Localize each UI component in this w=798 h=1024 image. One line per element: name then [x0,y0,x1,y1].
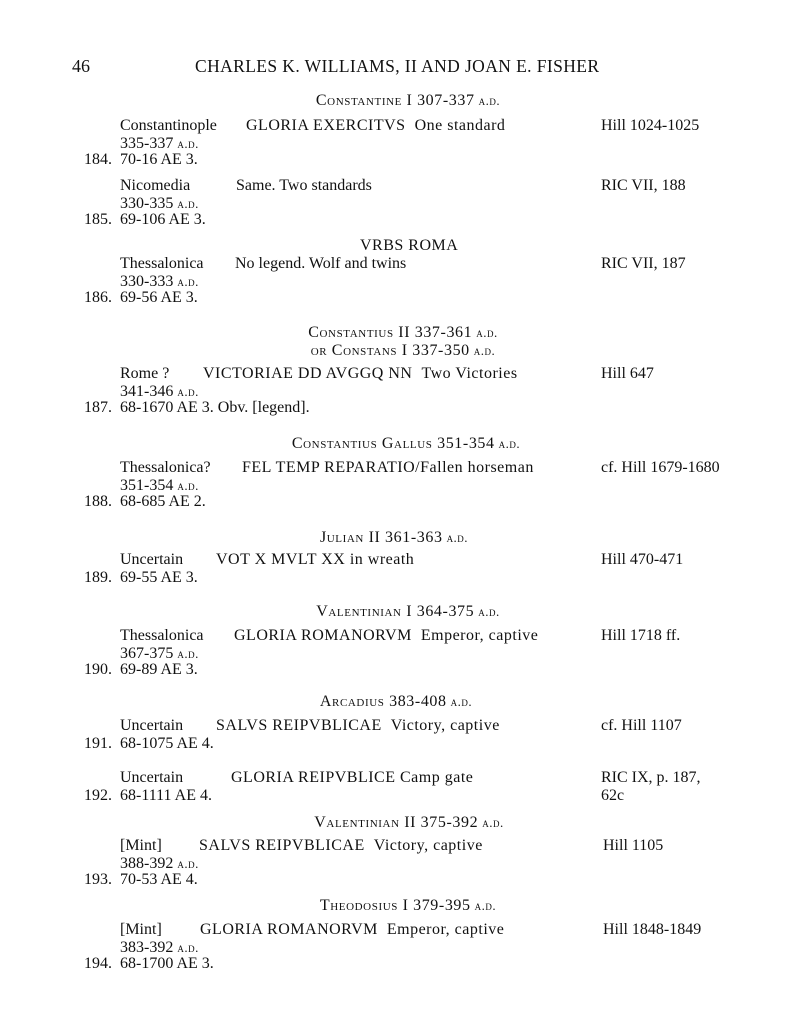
entry-193-catalog: 70-53 AE 4. [120,871,198,888]
ruler-heading-valentinian-i: Valentinian I 364-375 a.d. [316,603,500,620]
entry-186-mint: Thessalonica [120,255,204,272]
entry-186-type: No legend. Wolf and twins [235,255,407,272]
entry-190-catalog: 69-89 AE 3. [120,661,198,678]
entry-190-number: 190. [84,661,112,678]
ruler-heading-constantius-ii: Constantius II 337-361 a.d. [308,324,498,341]
entry-193-reference: Hill 1105 [603,837,664,854]
entry-187-reference: Hill 647 [601,365,654,382]
entry-189-number: 189. [84,569,112,586]
entry-190-reference: Hill 1718 ff. [601,627,681,644]
entry-194-reference: Hill 1848-1849 [603,921,702,938]
entry-192-number: 192. [84,787,112,804]
ruler-heading-constans-i: or Constans I 337-350 a.d. [310,342,496,359]
entry-186-dates: 330-333 a.d. [120,273,199,290]
entry-191-catalog: 68-1075 AE 4. [120,735,214,752]
entry-192-legend: GLORIA REIPVBLICE Camp gate [231,769,474,786]
entry-192-reference: RIC IX, p. 187, [601,769,701,786]
entry-194-legend: GLORIA ROMANORVM Emperor, captive [200,921,505,938]
entry-193-legend: SALVS REIPVBLICAE Victory, captive [199,837,483,854]
entry-186-number: 186. [84,289,112,306]
entry-193-dates: 388-392 a.d. [120,855,199,872]
entry-184-catalog: 70-16 AE 3. [120,151,198,168]
entry-188-mint: Thessalonica? [120,459,211,476]
entry-190-legend: GLORIA ROMANORVM Emperor, captive [234,627,539,644]
entry-186-reference: RIC VII, 187 [601,255,686,272]
ruler-heading-constantine: Constantine I 307-337 a.d. [315,92,501,109]
entry-185-dates: 330-335 a.d. [120,195,199,212]
entry-185-number: 185. [84,211,112,228]
page-number: 46 [72,56,90,76]
entry-189-mint: Uncertain [120,551,184,568]
entry-192-catalog: 68-1111 AE 4. [120,787,212,804]
running-header: CHARLES K. WILLIAMS, II AND JOAN E. FISHER [195,56,600,76]
entry-189-catalog: 69-55 AE 3. [120,569,198,586]
ruler-heading-theodosius: Theodosius I 379-395 a.d. [319,897,497,914]
entry-184-reference: Hill 1024-1025 [601,117,700,134]
entry-185-reference: RIC VII, 188 [601,177,686,194]
entry-194-number: 194. [84,955,112,972]
ruler-heading-valentinian-ii: Valentinian II 375-392 a.d. [314,814,504,831]
entry-193-number: 193. [84,871,112,888]
entry-185-type: Same. Two standards [236,177,372,194]
entry-191-reference: cf. Hill 1107 [601,717,682,734]
ruler-heading-julian: Julian II 361-363 a.d. [319,529,469,546]
entry-191-number: 191. [84,735,112,752]
ruler-heading-gallus: Constantius Gallus 351-354 a.d. [291,435,521,452]
entry-189-legend: VOT X MVLT XX in wreath [216,551,415,568]
entry-191-mint: Uncertain [120,717,184,734]
entry-184-number: 184. [84,151,112,168]
entry-190-mint: Thessalonica [120,627,204,644]
entry-194-dates: 383-392 a.d. [120,939,199,956]
entry-187-mint: Rome ? [120,365,170,382]
entry-188-legend: FEL TEMP REPARATIO/Fallen horseman [242,459,534,476]
entry-194-catalog: 68-1700 AE 3. [120,955,214,972]
entry-194-mint: [Mint] [120,921,162,938]
entry-187-legend: VICTORIAE DD AVGGQ NN Two Victories [203,365,518,382]
entry-193-mint: [Mint] [120,837,162,854]
entry-184-dates: 335-337 a.d. [120,135,199,152]
entry-188-number: 188. [84,493,112,510]
entry-189-reference: Hill 470-471 [601,551,684,568]
entry-188-reference: cf. Hill 1679-1680 [601,459,720,476]
entry-187-catalog: 68-1670 AE 3. Obv. [legend]. [120,399,310,416]
entry-186-catalog: 69-56 AE 3. [120,289,198,306]
entry-192-reference-cont: 62c [601,787,625,804]
entry-185-catalog: 69-106 AE 3. [120,211,206,228]
ruler-heading-arcadius: Arcadius 383-408 a.d. [319,693,473,710]
entry-188-catalog: 68-685 AE 2. [120,493,206,510]
entry-190-dates: 367-375 a.d. [120,645,199,662]
entry-184-mint: Constantinople [120,117,217,134]
entry-186-subheading: VRBS ROMA [360,237,459,254]
entry-191-legend: SALVS REIPVBLICAE Victory, captive [216,717,500,734]
entry-185-mint: Nicomedia [120,177,191,194]
entry-187-number: 187. [84,399,112,416]
entry-184-legend: GLORIA EXERCITVS One standard [246,117,506,134]
entry-188-dates: 351-354 a.d. [120,477,199,494]
entry-187-dates: 341-346 a.d. [120,383,199,400]
entry-192-mint: Uncertain [120,769,184,786]
